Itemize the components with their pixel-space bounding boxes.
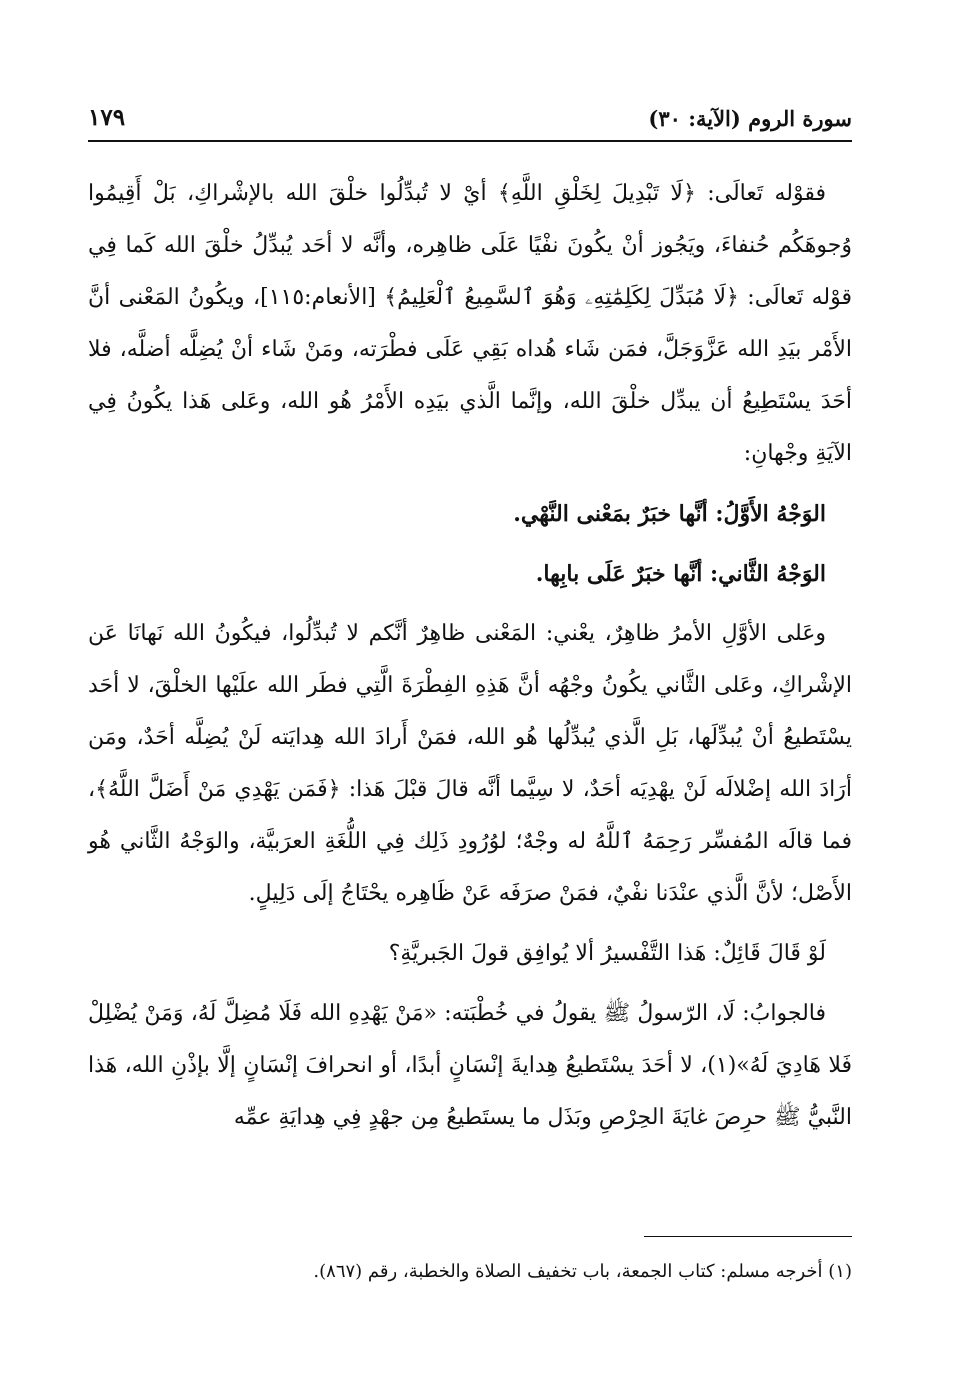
paragraph-first-aspect: الوَجْهُ الأَوَّلُ: أنَّها خبَرٌ بمَعْنى النَّهْي. [513,501,826,527]
body-text [88,168,852,1152]
footnote: (١) أخرجه مسلم: كتاب الجمعة، باب تخفيف الصلاة والخطبة، رقم (٨٦٧). [313,1261,852,1282]
header-rule [88,140,852,142]
footnote-rule [644,1236,852,1237]
running-header [88,100,852,140]
header-title: سورة الروم (الآية: ٣٠) [648,106,852,131]
paragraph-answer: فالجوابُ: لَا، الرّسولُ ﷺ يقولُ في خُطْبَته: «مَنْ يَهْدِهِ الله فَلَا مُضِلَّ لَهُ، وَمَنْ يُضْلِلْ فَلا هَادِيَ لَهُ»(١)، لا أحَدَ يسْتَطيعُ هِدايةَ إنْسَانٍ أبدًا، أو انحرافَ إنْسَانٍ إلَّا بإذْنِ الله، هَذا النَّبيُّ ﷺ حرِصَ غايَةَ الحِرْصِ وبَذَل ما يستَطيعُ مِن جهْدٍ فِي هِدايَةِ عمِّه [88,1001,852,1130]
paragraph-question: لَوْ قَالَ قَائِلٌ: هَذا التَّفْسيرُ ألا يُوافِق قولَ الجَبريَّةِ؟ [388,941,826,966]
paragraph-discussion: وعَلى الأوَّلِ الأمرُ ظاهِرٌ، يعْني: المَعْنى ظاهِرٌ أنَّكم لا تُبدِّلُوا، فيكُونُ الله نَهانَا عَن الإشْراكِ، وعَلى الثَّاني يكُونُ وجْهُه أنَّ هَذِهِ الفِطْرَةَ الَّتِي فطَر الله علَيْها الخلْقَ، لا أحَد يسْتَطيعُ أنْ يُبدِّلَها، بَلِ الَّذي يُبدِّلُها هُو الله، فمَنْ أَرادَ الله هِدايَته لَنْ يُضِلَّه أحَدٌ، ومَن أرَادَ الله إضْلالَه لَنْ يهْدِيَه أحَدٌ، لا سِيَّما أنَّه قالَ قبْلَ هَذا: ﴿فَمَن يَهْدِي مَنْ أَضَلَّ اللَّهُ﴾، فما قالَه المُفسِّر رَحِمَهُ ٱللَّهُ له وجْهٌ؛ لوُرُودِ ذَلِك فِي اللُّغَةِ العرَبيَّة، والوَجْهُ الثَّاني هُو الأَصْل؛ لأنَّ الَّذي عنْدَنا نفْيٌ، فمَنْ صرَفَه عَنْ ظَاهِره يحْتَاجُ إلَى دَلِيلٍ. [88,621,852,906]
paragraph-second-aspect: الوَجْهُ الثَّاني: أنَّها خبَرٌ عَلَى بابِها. [535,561,826,587]
paragraph-intro: فقوْله تَعالَى: ﴿لَا تَبْدِيلَ لِخَلْقِ اللَّهِ﴾ أيْ لا تُبدِّلُوا خلْقَ الله بالإشْراكِ، بَلْ أَقِيمُوا وُجوهَكُم حُنفاءَ، ويَجُوز أنْ يكُونَ نفْيًا عَلَى ظاهِره، وأنَّه لا أحَد يُبدِّلُ خلْقَ الله كَما فِي قوْله تَعالَى: ﴿لَا مُبَدِّلَ لِكَلِمَٰتِهِۦ وَهُوَ ٱلسَّمِيعُ ٱلْعَلِيمُ﴾ [الأنعام:١١٥]، ويكُونُ المَعْنى أنَّ الأَمْر بيَدِ الله عَزَّوَجَلَّ، فمَن شَاء هُداه بَقِي عَلَى فطْرَته، ومَنْ شَاء أنْ يُضِلَّه أضلَّه، فلا أحَدَ يسْتَطِيعُ أن يبدِّل خلْقَ الله، وإنَّما الَّذي بيَدِه الأَمْرُ هُو الله، وعَلى هَذا يكُونُ فِي الآيَةِ وجْهانِ: [88,181,853,466]
page-number: ١٧٩ [88,104,126,131]
